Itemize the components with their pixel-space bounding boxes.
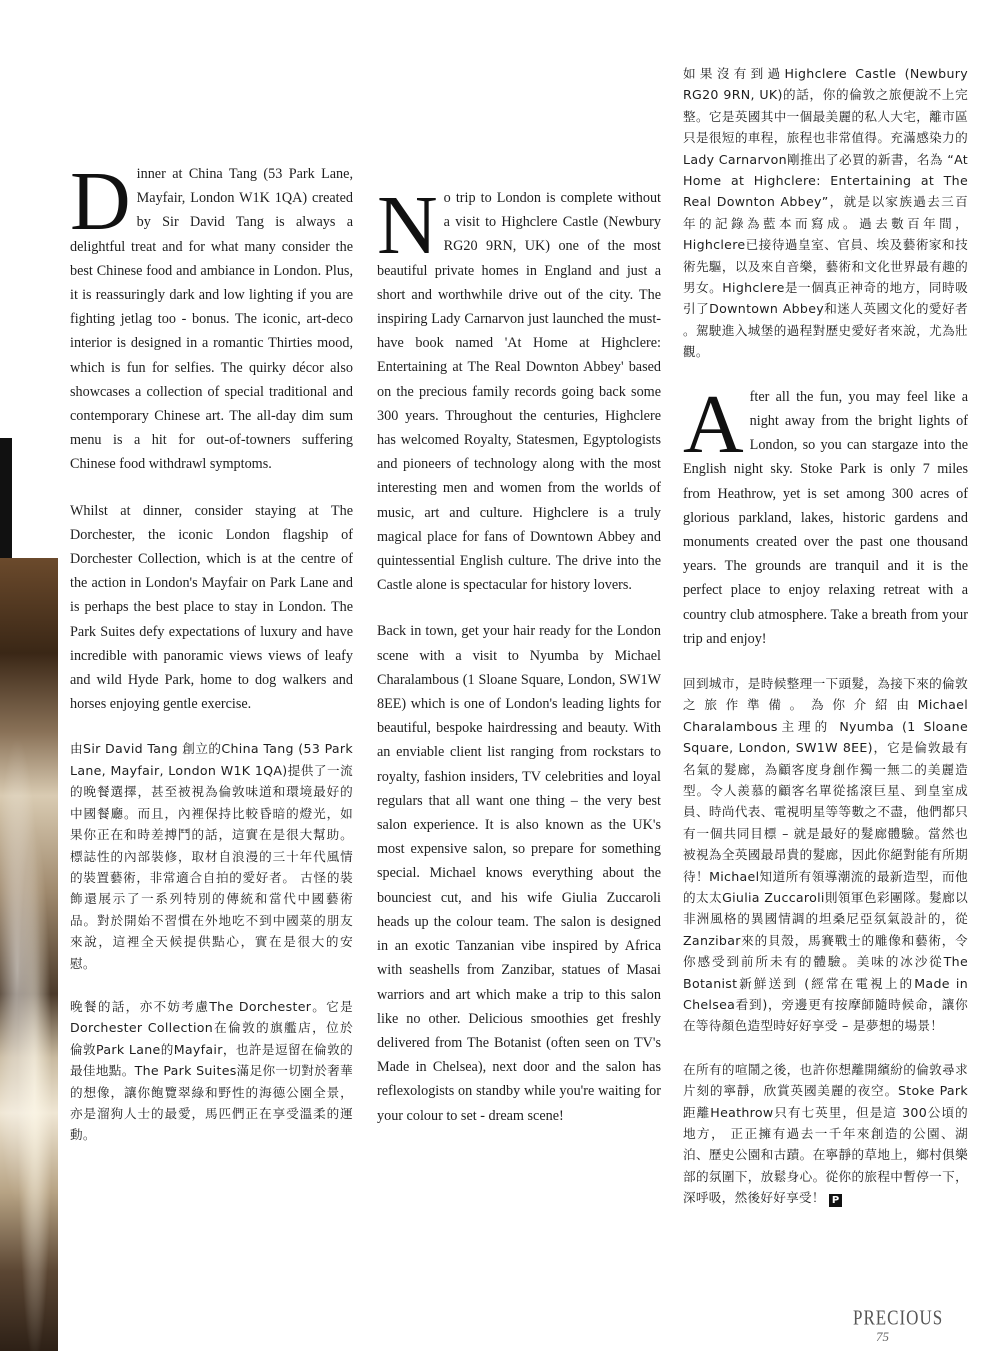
- column-left: [70, 155, 353, 1168]
- nyumba-paragraph: Back in town, get your hair ready for the London scene with a visit to Nyumba by Michael Charalambous (1 Sloane Square, London, SW1W 8EE) which is one of London's leading lights for beautiful, bespoke hairdressing and beauty. With an enviable client list ranging from rockstars to royalty, fashion insiders, TV celebrities and loyal regulars that all want one thing – the very best salon experience. It is also known as the UK's most expensive salon, so prepare for something special. Michael knows everything about the bounciest cut, and his wife Giulia Zuccaroli heads up the colour team. The salon is designed in an exotic Tanzanian vibe inspired by Africa with seashells from Zanzibar, statues of Masai warriors and art which make a trip to this salon like no other. Delicious smoothies get freshly delivered from The Botanist (often seen on TV's Made in Chelsea), next door and the salon has reflexologists on standby while you're waiting for your colour to set - dream scene!: [377, 623, 661, 1124]
- china-tang-text: inner at China Tang (53 Park Lane, Mayfair, London W1K 1QA) created by Sir David Tang is always a delightful treat and for what many consider the best Chinese food and ambiance in London. Plus, it is reassuringly dark and low lighting if you are fighting jetlag too - bonus. The iconic, art-deco interior is designed in a romantic Thirties mood, which is fun for selfies. The quirky décor also showcases a collection of special traditional and contemporary Chinese art. The all-day dim sum menu is a hit for out-of-towners suffering Chinese food withdrawl symptoms.: [70, 166, 353, 473]
- column-right: [683, 63, 968, 1231]
- magazine-brand: PRECIOUS: [853, 1305, 944, 1330]
- highclere-paragraph: [377, 179, 661, 597]
- stoke-park-chinese-paragraph: [683, 1059, 968, 1209]
- china-tang-paragraph: [70, 155, 353, 477]
- china-tang-chinese-paragraph: 由Sir David Tang 創立的China Tang (53 Park Lane, Mayfair, London W1K 1QA)提供了一流的晚餐選擇，甚至被視為倫敦味道和環境最好的中國餐廳。而且，內裡保持比較昏暗的燈光，如果你正在和時差搏鬥的話，這實在是很大幫助。標誌性的內部裝修，取材自浪漫的三十年代風情的裝置藝術，非常適合自拍的愛好者。 古怪的裝飾還展示了一系列特別的傳統和當代中國藝術品。對於開始不習慣在外地吃不到中國菜的朋友來說，這裡全天候提供點心，實在是很大的安慰。: [70, 741, 353, 971]
- edge-photo-tableware: [0, 558, 58, 1351]
- nyumba-chinese-paragraph: 回到城市，是時候整理一下頭髮，為接下來的倫敦之旅作準備。為你介紹由Michael Charalambous主理的 Nyumba (1 Sloane Square, London, SW1W 8EE)，它是倫敦最有名氣的髮廊，為顧客度身創作獨一無二的美麗造型。令人羨慕的顧客名單從搖滾巨星、到皇室成員、時尚代表、電視明星等等數之不盡，他們都只有一個共同目標 – 就是最好的髮廊體驗。當然也被視為全英國最昂貴的髮廊，因此你絕對能有所期待！Michael知道所有領導潮流的最新造型，而他的太太Giulia Zuccaroli則領軍色彩團隊。髮廊以非洲風格的異國情調的坦桑尼亞氛氣設計的，從Zanzibar來的貝殼，馬賽戰士的雕像和藝術，令你感受到前所未有的體驗。美味的冰沙從The Botanist新鮮送到 (經常在電視上的Made in Chelsea看到)，旁邊更有按摩師隨時候命，讓你在等待顏色造型時好好享受 – 是夢想的場景！: [683, 675, 968, 1034]
- page-number: 75: [876, 1329, 889, 1344]
- dorchester-chinese-paragraph: 晚餐的話，亦不妨考慮The Dorchester。它是Dorchester Collection在倫敦的旗艦店，位於倫敦Park Lane的Mayfair，也許是逗留在倫敦的最佳地點。The Park Suites滿足你一切對於奢華的想像，讓你飽覽翠綠和野性的海德公園全景，亦是溜狗人士的最愛，馬匹們正在享受溫柔的運動。: [70, 998, 353, 1143]
- highclere-chinese-paragraph: 如果沒有到過Highclere Castle (Newbury RG20 9RN, UK)的話，你的倫敦之旅便說不上完整。它是英國其中一個最美麗的私人大宅，離市區只是很短的車程，旅程也非常值得。充滿感染力的Lady Carnarvon剛推出了必買的新書，名為 “At Home at Highclere: Entertaining at The Real Downton Abbey”，就是以家族過去三百年的記錄為藍本而寫成。過去數百年間，Highclere已接待過皇室、官員、埃及藝術家和技術先驅，以及來自音樂，藝術和文化世界最有趣的男女。Highclere是一個真正神奇的地方，同時吸引了Downtown Abbey和迷人英國文化的愛好者 。駕駛進入城堡的過程對歷史愛好者來說，尤為壯觀。: [683, 66, 968, 360]
- highclere-text: o trip to London is complete without a visit to Highclere Castle (Newbury RG20 9RN, UK) one of the most beautiful private homes in England and just a short and worthwhile drive out of the city. The inspiring Lady Carnarvon just launched the must-have book named 'At Home at Highclere: Entertaining at The Real Downton Abbey' based on the precious family records going back some 300 years. Throughout the centuries, Highclere has welcomed Royalty, Statesmen, Egyptologists and pioneers of technology along with the most interesting men and women from the worlds of music, art and culture. Highclere is a truly magical place for fans of Downtown Abbey and quintessential English culture. The drive into the Castle alone is spectacular for history lovers.: [377, 190, 661, 594]
- stoke-park-paragraph: [683, 377, 968, 651]
- dropcap-a: A: [683, 377, 744, 471]
- stoke-park-text: fter all the fun, you may feel like a night away from the bright lights of London, so you can stargaze into the English night sky. Stoke Park is only 7 miles from Heathrow, yet is set among 300 acres of glorious parkland, lakes, historic gardens and monuments created over the past one thousand years. The grounds are tranquil and it is the perfect place to enjoy relaxing retreat with a country club atmosphere. Take a breath from your trip and enjoy!: [683, 388, 968, 647]
- column-middle: [377, 179, 661, 1150]
- end-mark-icon: P: [829, 1194, 842, 1207]
- dropcap-n: N: [377, 179, 438, 272]
- dropcap-d: D: [70, 155, 131, 248]
- stoke-park-chinese-text: 在所有的喧鬧之後，也許你想離開繽紛的倫敦尋求片刻的寧靜，欣賞英國美麗的夜空。Stoke Park距離Heathrow只有七英里，但是這 300公頃的地方， 正正擁有過去一千年來創造的公園、湖泊、歷史公園和古蹟。在寧靜的草地上，鄉村俱樂部的氛圍下，放鬆身心。從你的旅程中暫停一下，深呼吸，然後好好享受！: [683, 1061, 968, 1206]
- edge-black-bar: [0, 438, 12, 558]
- dorchester-paragraph: Whilst at dinner, consider staying at The Dorchester, the iconic London flagship of Dorchester Collection, which is at the centre of the action in London's Mayfair on Park Lane and is perhaps the best place to stay in London. The Park Suites defy expectations of luxury and have incredible with panoramic views views of leafy and wild Hyde Park, home to dog walkers and horses enjoying gentle exercise.: [70, 502, 353, 713]
